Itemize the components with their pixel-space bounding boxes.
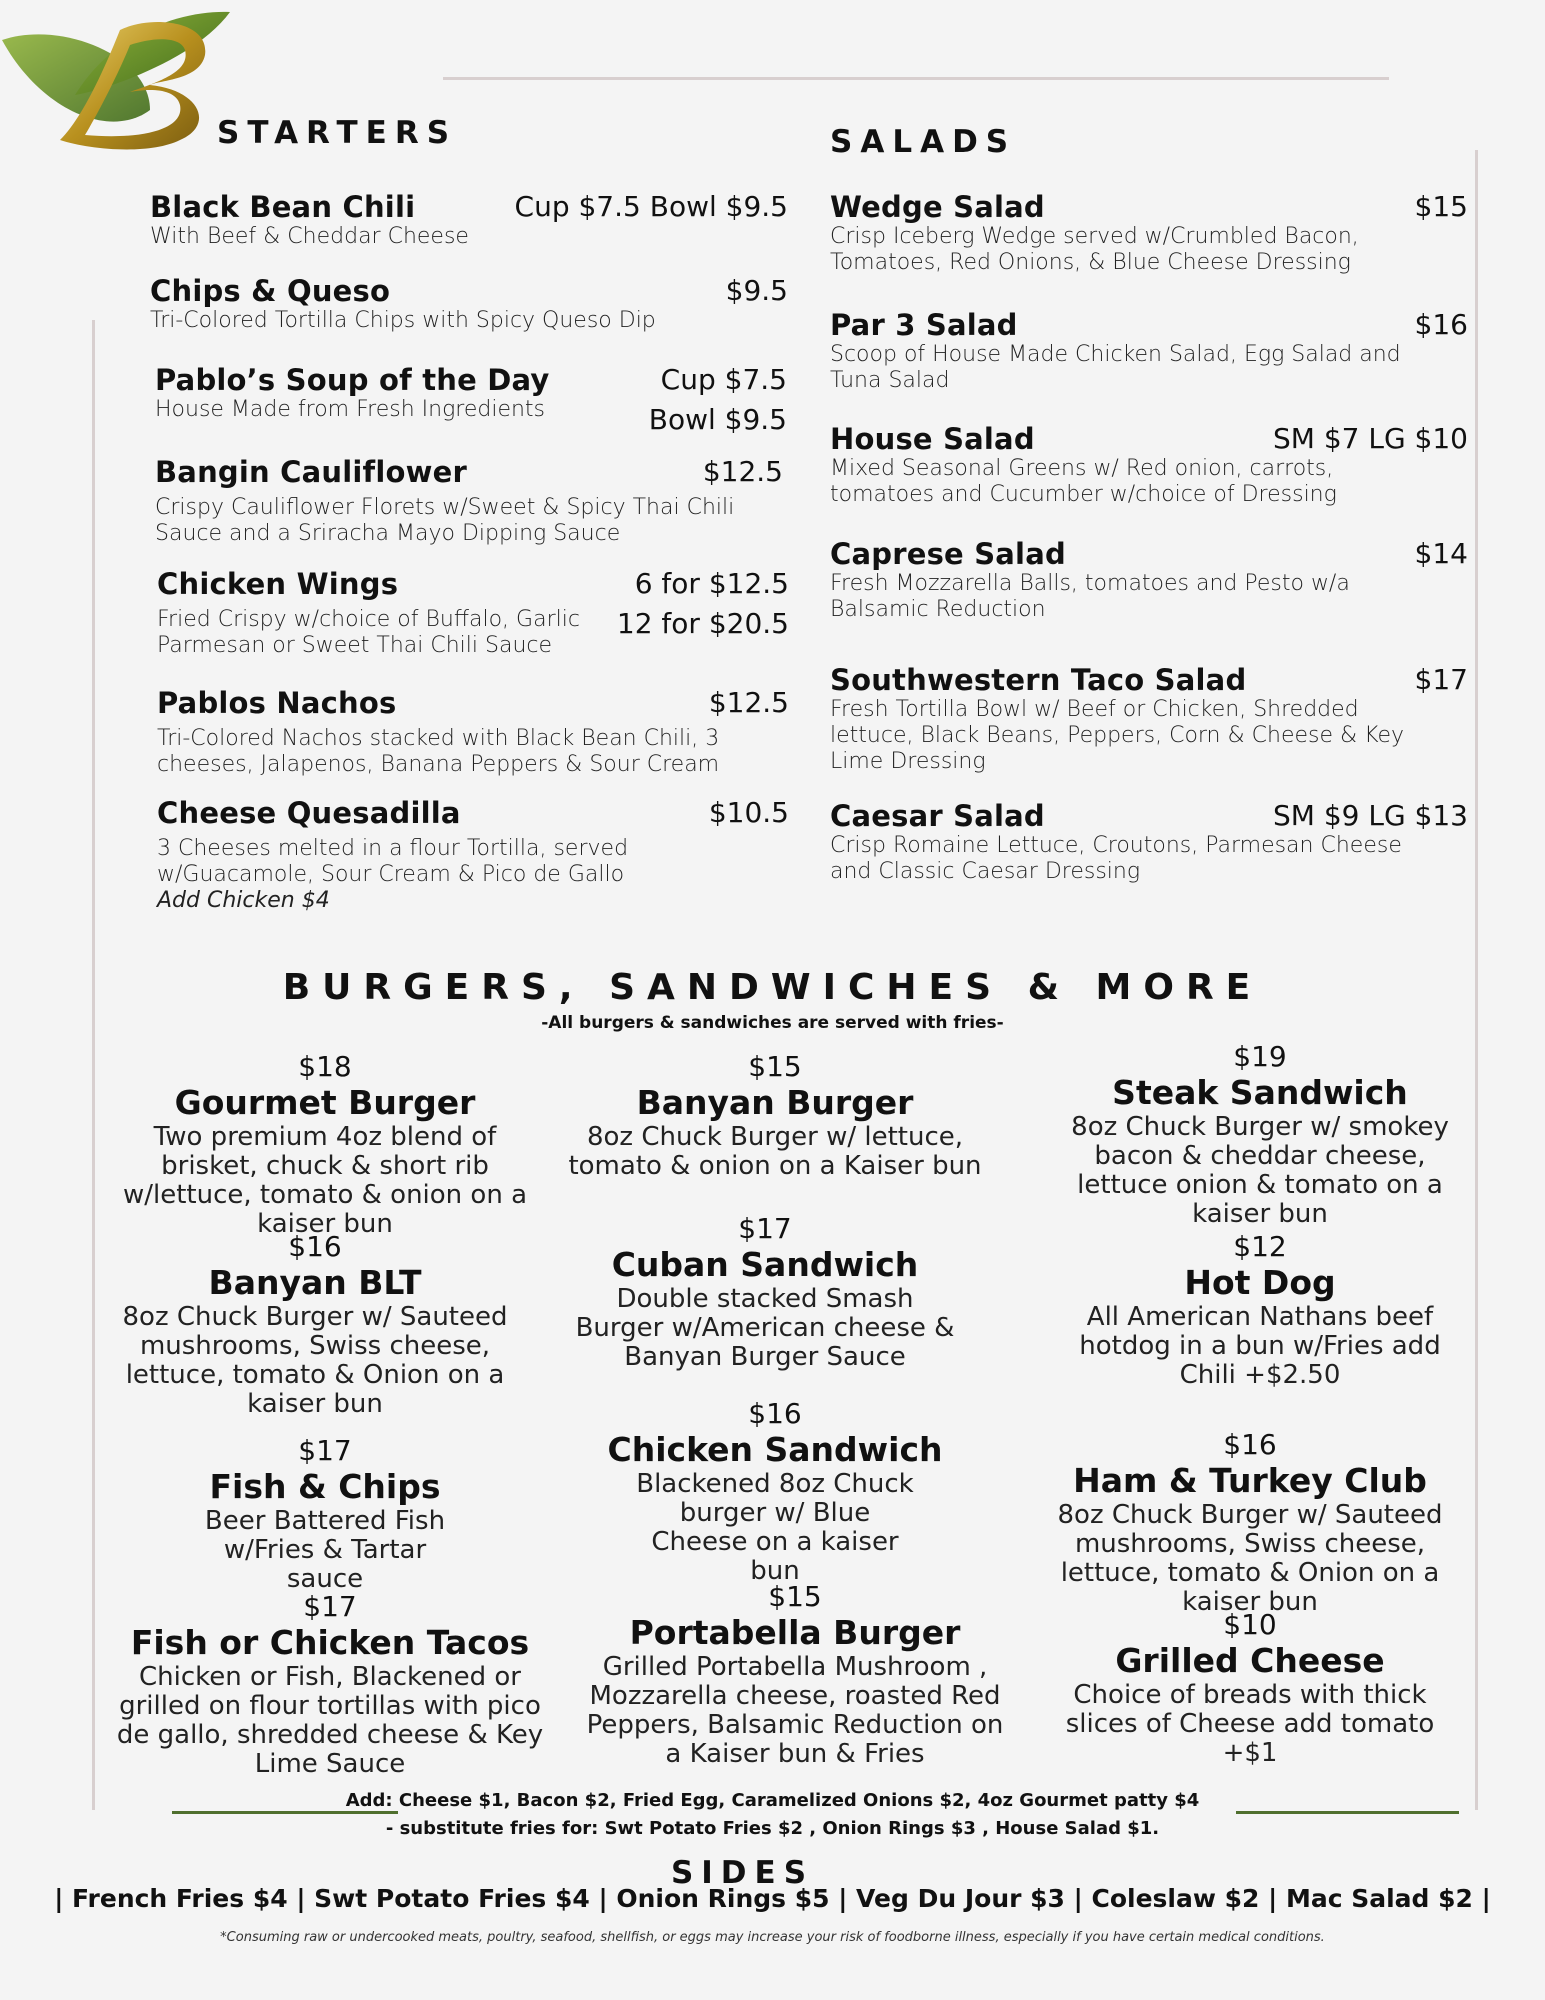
item-price-secondary: 12 for $20.5 [616,607,789,640]
burgers-heading: BURGERS, SANDWICHES & MORE [282,967,1263,1008]
menu-item [1040,1428,1460,1617]
item-name: Bangin Cauliflower [155,455,467,489]
item-name: Caprese Salad [830,537,1066,571]
starter-item [150,190,788,250]
item-name: Banyan Burger [636,1083,914,1122]
item-name: Fish or Chicken Tacos [130,1623,530,1662]
addons-block [0,1787,1545,1843]
salad-item [830,422,1468,508]
item-price: $10 [1223,1608,1277,1641]
salad-item [830,308,1468,394]
item-name: Portabella Burger [629,1613,961,1652]
item-name: Chicken Wings [157,567,399,601]
menu-item [125,1434,525,1594]
starter-item [157,686,789,778]
item-name: Cuban Sandwich [611,1245,919,1284]
item-desc: 8oz Chuck Burger w/ lettuce, tomato & onion on a Kaiser bun [568,1122,982,1181]
item-desc: Tri-Colored Nachos stacked with Black Bean Chili, 3 cheeses, Jalapenos, Banana Peppers & Sour Cream [157,726,720,777]
item-name: Par 3 Salad [830,308,1018,342]
item-price: $12.5 [702,455,783,488]
item-price: $16 [748,1397,802,1430]
item-desc: Beer Battered Fish w/Fries & Tartar sauce [204,1506,446,1594]
item-name: Cheese Quesadilla [157,796,461,830]
item-price-secondary: Bowl $9.5 [648,403,787,436]
item-desc: Scoop of House Made Chicken Salad, Egg Salad and Tuna Salad [830,342,1401,393]
item-price: $17 [1414,663,1468,696]
menu-item [105,1050,545,1239]
item-price: $15 [1414,190,1468,223]
starter-item [157,567,789,659]
left-vertical-divider [92,320,95,1810]
starter-item [157,796,789,913]
item-desc: Double stacked Smash Burger w/American cheese & Banyan Burger Sauce [575,1284,955,1372]
starter-item [150,274,788,334]
salads-heading: SALADS [830,124,1017,160]
item-desc: Chicken or Fish, Blackened or grilled on flour tortillas with pico de gallo, shredded cheese & Key Lime Sauce [116,1662,544,1779]
item-desc: Two premium 4oz blend of brisket, chuck & short rib w/lettuce, tomato & onion on a kaiser bun [122,1122,528,1239]
item-name: Caesar Salad [830,799,1045,833]
item-price: $15 [768,1580,822,1613]
salad-item [830,799,1468,885]
item-name: House Salad [830,422,1035,456]
item-name: Gourmet Burger [174,1083,476,1122]
sides-list: | French Fries $4 | Swt Potato Fries $4 | Onion Rings $5 | Veg Du Jour $3 | Coleslaw $2 | Mac Salad $2 | [54,1884,1491,1913]
item-name: Chicken Sandwich [607,1430,943,1469]
item-price: Cup $7.5 [660,363,787,396]
banyan-logo [0,0,230,160]
item-price: $16 [1414,308,1468,341]
starter-item [155,363,787,436]
item-price: 6 for $12.5 [634,567,789,600]
item-desc: 8oz Chuck Burger w/ Sauteed mushrooms, Swiss cheese, lettuce, tomato & Onion on a kaiser bun [122,1302,508,1419]
item-name: Steak Sandwich [1112,1073,1408,1112]
item-price: $17 [738,1212,792,1245]
menu-item [555,1050,995,1181]
item-note: Add Chicken $4 [157,888,330,913]
health-disclaimer: *Consuming raw or undercooked meats, poultry, seafood, shellfish, or eggs may increase your risk of foodborne illness, especially if you have certain medical conditions. [220,1930,1325,1945]
item-name: Banyan BLT [208,1263,422,1302]
menu-item [575,1397,975,1586]
menu-item [1040,1608,1460,1768]
starters-heading: STARTERS [217,115,458,151]
addons-line: Add: Cheese $1, Bacon $2, Fried Egg, Caramelized Onions $2, 4oz Gourmet patty $4 [345,1790,1200,1811]
substitutes-line: - substitute fries for: Swt Potato Fries $2 , Onion Rings $3 , House Salad $1. [385,1818,1160,1839]
item-desc: Blackened 8oz Chuck burger w/ Blue Cheese on a kaiser bun [636,1469,914,1586]
item-desc: Crisp Romaine Lettuce, Croutons, Parmesan Cheese and Classic Caesar Dressing [830,833,1402,884]
item-price: $12.5 [708,686,789,719]
starter-item [155,455,783,547]
salad-item [830,190,1468,276]
item-price: $12 [1233,1230,1287,1263]
item-name: Fish & Chips [209,1467,441,1506]
item-desc: 3 Cheeses melted in a flour Tortilla, served w/Guacamole, Sour Cream & Pico de Gallo [157,836,629,887]
item-desc: 8oz Chuck Burger w/ Sauteed mushrooms, Swiss cheese, lettuce, tomato & Onion on a kaiser bun [1057,1500,1443,1617]
item-price: $15 [748,1050,802,1083]
item-price: $14 [1414,537,1468,570]
menu-item [555,1212,975,1372]
item-price: $17 [303,1590,357,1623]
item-desc: Fresh Tortilla Bowl w/ Beef or Chicken, Shredded lettuce, Black Beans, Peppers, Corn & Cheese & Key Lime Dressing [830,697,1405,774]
item-desc: 8oz Chuck Burger w/ smokey bacon & cheddar cheese, lettuce onion & tomato on a kaiser bun [1071,1112,1449,1229]
menu-item [575,1580,1015,1769]
top-divider [443,77,1389,80]
menu-item [1040,1230,1480,1390]
item-price: SM $9 LG $13 [1272,799,1468,832]
burgers-subheading: -All burgers & sandwiches are served with fries- [541,1013,1004,1033]
item-name: Pablo’s Soup of the Day [155,363,550,397]
sides-heading: SIDES [670,1855,815,1891]
item-name: Grilled Cheese [1115,1641,1385,1680]
item-desc: Grilled Portabella Mushroom , Mozzarella cheese, roasted Red Peppers, Balsamic Reduction on a Kaiser bun & Fries [586,1652,1004,1769]
item-name: Wedge Salad [830,190,1045,224]
item-desc: House Made from Fresh Ingredients [155,397,546,422]
item-desc: Crispy Cauliflower Florets w/Sweet & Spicy Thai Chili Sauce and a Sriracha Mayo Dipping Sauce [155,495,735,546]
item-desc: Tri-Colored Tortilla Chips with Spicy Queso Dip [150,308,656,333]
item-desc: Fried Crispy w/choice of Buffalo, Garlic Parmesan or Sweet Thai Chili Sauce [157,607,580,658]
item-desc: All American Nathans beef hotdog in a bun w/Fries add Chili +$2.50 [1079,1302,1441,1390]
menu-item [105,1230,525,1419]
item-price: $16 [1223,1428,1277,1461]
menu-item [1040,1040,1480,1229]
item-name: Ham & Turkey Club [1073,1461,1427,1500]
item-price: $18 [298,1050,352,1083]
item-desc: Mixed Seasonal Greens w/ Red onion, carrots, tomatoes and Cucumber w/choice of Dressing [830,456,1337,507]
item-desc: With Beef & Cheddar Cheese [150,224,469,249]
item-name: Southwestern Taco Salad [830,663,1247,697]
item-price: Cup $7.5 Bowl $9.5 [514,190,788,223]
item-price: SM $7 LG $10 [1272,422,1468,455]
item-price: $17 [298,1434,352,1467]
item-price: $10.5 [708,796,789,829]
item-desc: Fresh Mozzarella Balls, tomatoes and Pesto w/a Balsamic Reduction [830,571,1350,622]
item-name: Pablos Nachos [157,686,397,720]
item-price: $19 [1233,1040,1287,1073]
item-name: Black Bean Chili [150,190,416,224]
salad-item [830,663,1468,775]
item-price: $16 [288,1230,342,1263]
item-price: $9.5 [725,274,788,307]
salad-item [830,537,1468,623]
menu-item [105,1590,555,1779]
item-desc: Crisp Iceberg Wedge served w/Crumbled Bacon, Tomatoes, Red Onions, & Blue Cheese Dressing [830,224,1359,275]
item-desc: Choice of breads with thick slices of Cheese add tomato +$1 [1065,1680,1435,1768]
item-name: Chips & Queso [150,274,391,308]
item-name: Hot Dog [1184,1263,1336,1302]
